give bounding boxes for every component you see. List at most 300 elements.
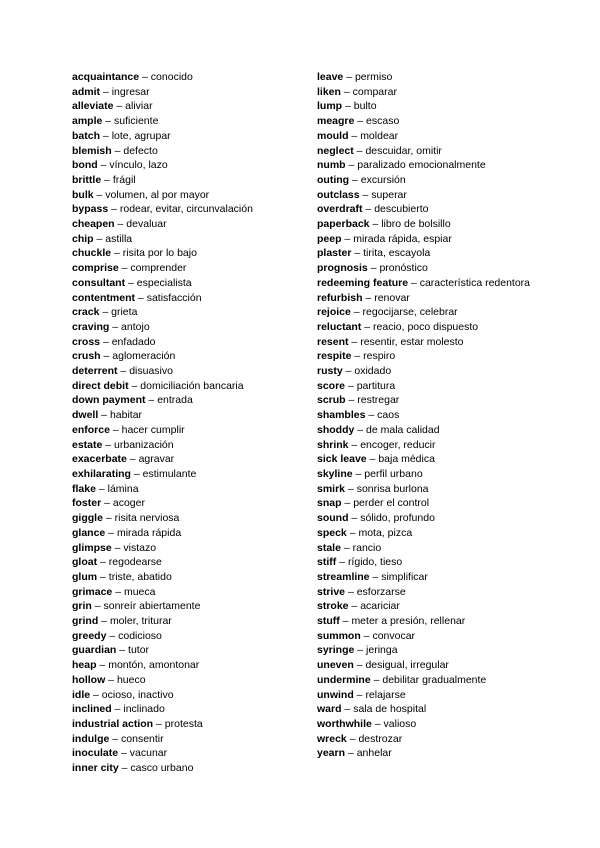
entry-separator: – [128,379,141,392]
entry-separator: – [348,335,361,348]
vocabulary-entry [317,541,567,556]
vocabulary-entry [72,438,304,453]
entry-term: deterrent [72,365,118,378]
vocabulary-entry [317,85,567,100]
vocabulary-entry [72,70,304,85]
entry-separator: – [153,717,165,730]
vocabulary-entry [72,114,304,129]
entry-translation: aglomeración [112,350,176,363]
entry-term: neglect [317,144,354,157]
entry-term: giggle [72,512,103,525]
entry-separator: – [359,188,372,201]
vocabulary-entry [72,732,304,747]
vocabulary-entry [317,511,567,526]
entry-term: syringe [317,644,355,657]
entry-translation: mueca [123,585,156,598]
entry-term: scrub [317,394,346,407]
vocabulary-entry [72,99,304,114]
entry-translation: acoger [112,497,145,510]
entry-term: hollow [72,673,106,686]
entry-translation: tirita, escayola [363,247,431,260]
entry-separator: – [97,159,110,172]
entry-term: glimpse [72,541,112,554]
entry-term: inoculate [72,747,119,760]
entry-term: rejoice [317,306,351,319]
vocabulary-entry [72,629,304,644]
vocabulary-entry [72,541,304,556]
entry-separator: – [348,129,361,142]
entry-term: crack [72,306,100,319]
entry-separator: – [341,232,354,245]
entry-translation: enfadado [111,335,156,348]
entry-translation: simplificar [381,570,428,583]
entry-separator: – [126,453,139,466]
entry-translation: inclinado [123,703,165,716]
entry-separator: – [351,350,364,363]
entry-term: down payment [72,394,146,407]
entry-term: bulk [72,188,94,201]
entry-translation: oxidado [354,365,392,378]
entry-term: cheapen [72,218,115,231]
entry-term: crush [72,350,101,363]
entry-separator: – [369,570,382,583]
entry-translation: risita por lo bajo [122,247,197,260]
vocabulary-entry [72,482,304,497]
vocabulary-entry [72,526,304,541]
vocabulary-entry [317,629,567,644]
vocabulary-entry [72,305,304,320]
entry-term: stuff [317,615,340,628]
vocabulary-entry [317,496,567,511]
entry-separator: – [111,541,124,554]
entry-translation: bulto [353,100,377,113]
entry-translation: casco urbano [130,762,194,775]
vocabulary-entry [72,144,304,159]
entry-translation: paralizado emocionalmente [357,159,486,172]
vocabulary-column-right [317,70,567,761]
entry-separator: – [341,703,354,716]
vocabulary-entry [72,232,304,247]
entry-term: yearn [317,747,346,760]
entry-separator: – [371,717,384,730]
vocabulary-entry [72,217,304,232]
entry-term: bond [72,159,98,172]
entry-separator: – [351,247,364,260]
entry-separator: – [360,629,373,642]
entry-term: admit [72,85,101,98]
entry-separator: – [96,659,109,672]
entry-separator: – [102,115,115,128]
entry-term: redeeming feature [317,276,409,289]
entry-separator: – [346,526,359,539]
entry-term: blemish [72,144,112,157]
vocabulary-entry [72,320,304,335]
vocabulary-entry [72,570,304,585]
entry-translation: meter a presión, rellenar [351,615,466,628]
vocabulary-entry [317,291,567,306]
entry-term: enforce [72,423,110,436]
entry-term: direct debit [72,379,129,392]
entry-translation: montón, amontonar [108,659,200,672]
vocabulary-entry [317,467,567,482]
entry-translation: suficiente [114,115,159,128]
entry-separator: – [139,71,151,83]
entry-translation: reacio, poco dispuesto [373,320,479,333]
vocabulary-entry [72,129,304,144]
entry-separator: – [367,262,380,275]
vocabulary-entry [72,511,304,526]
entry-translation: domiciliación bancaria [140,379,244,392]
vocabulary-entry [317,217,567,232]
entry-separator: – [97,556,109,569]
entry-term: craving [72,320,110,333]
entry-separator: – [125,276,137,289]
entry-term: glum [72,570,98,583]
entry-separator: – [353,688,366,701]
entry-translation: sólido, profundo [360,512,435,525]
vocabulary-entry [72,393,304,408]
vocabulary-entry [317,746,567,761]
entry-term: peep [317,232,342,245]
entry-term: foster [72,497,102,510]
entry-separator: – [93,188,106,201]
entry-term: chip [72,232,94,245]
entry-translation: sonrisa burlona [356,482,429,495]
entry-separator: – [336,556,348,569]
entry-term: skyline [317,467,353,480]
entry-translation: disuasivo [129,365,173,378]
entry-term: sick leave [317,453,367,466]
vocabulary-entry [317,526,567,541]
entry-separator: – [118,262,131,275]
entry-term: refurbish [317,291,363,304]
vocabulary-entry [317,570,567,585]
entry-separator: – [91,600,104,613]
entry-separator: – [370,673,383,686]
entry-term: smirk [317,482,346,495]
entry-separator: – [342,100,354,113]
entry-separator: – [343,71,355,83]
entry-separator: – [135,291,147,304]
entry-translation: entrada [157,394,193,407]
vocabulary-entry [72,364,304,379]
entry-separator: – [111,703,124,716]
vocabulary-entry [72,379,304,394]
vocabulary-entry [317,144,567,159]
entry-term: dwell [72,409,99,422]
entry-separator: – [348,438,361,451]
entry-translation: consentir [121,732,164,745]
entry-translation: lámina [107,482,139,495]
entry-separator: – [93,232,106,245]
entry-term: inner city [72,762,119,775]
entry-term: industrial action [72,717,154,730]
entry-term: acquaintance [72,71,140,83]
entry-term: stroke [317,600,349,613]
entry-translation: perder el control [353,497,430,510]
vocabulary-entry [72,408,304,423]
entry-translation: superar [371,188,407,201]
entry-term: outclass [317,188,360,201]
entry-term: wreck [317,732,347,745]
vocabulary-entry [317,614,567,629]
entry-separator: – [102,512,115,525]
entry-translation: agravar [138,453,175,466]
entry-separator: – [112,585,124,598]
entry-translation: codicioso [118,629,162,642]
entry-term: ward [317,703,342,716]
entry-term: summon [317,629,361,642]
entry-translation: moldear [360,129,399,142]
vocabulary-entry [317,732,567,747]
entry-translation: restregar [357,394,400,407]
entry-translation: satisfacción [146,291,202,304]
entry-translation: regocijarse, celebrar [362,306,458,319]
vocabulary-entry [317,364,567,379]
entry-term: resent [317,335,349,348]
vocabulary-entry [72,291,304,306]
entry-term: outing [317,173,350,186]
entry-term: liken [317,85,341,98]
vocabulary-entry [317,129,567,144]
entry-translation: aliviar [125,100,153,113]
entry-translation: comprender [130,262,187,275]
entry-translation: ocioso, inactivo [101,688,174,701]
entry-translation: escaso [366,115,400,128]
entry-separator: – [101,173,113,186]
vocabulary-entry [72,614,304,629]
vocabulary-entry [317,246,567,261]
vocabulary-entry [72,555,304,570]
entry-separator: – [100,129,112,142]
entry-translation: debilitar gradualmente [382,673,487,686]
entry-separator: – [108,203,120,216]
vocabulary-entry [317,643,567,658]
entry-separator: – [348,512,361,525]
vocabulary-entry [317,173,567,188]
entry-separator: – [111,144,124,157]
entry-translation: esforzarse [356,585,406,598]
entry-term: snap [317,497,342,510]
entry-term: unwind [317,688,354,701]
entry-translation: valioso [383,717,417,730]
entry-separator: – [111,247,123,260]
entry-term: consultant [72,276,126,289]
entry-term: bypass [72,203,109,216]
vocabulary-entry [317,202,567,217]
entry-translation: resentir, estar molesto [360,335,464,348]
entry-translation: habitar [109,409,143,422]
entry-term: exhilarating [72,467,131,480]
entry-separator: – [90,688,102,701]
entry-term: leave [317,71,344,83]
vocabulary-entry [317,673,567,688]
vocabulary-entry [317,717,567,732]
entry-term: greedy [72,629,107,642]
vocabulary-entry [72,349,304,364]
entry-separator: – [116,644,129,657]
vocabulary-entry [72,599,304,614]
entry-term: sound [317,512,349,525]
entry-term: numb [317,159,346,172]
vocabulary-entry [72,85,304,100]
entry-translation: astilla [105,232,133,245]
entry-separator: – [354,115,367,128]
entry-term: comprise [72,262,119,275]
entry-term: paperback [317,218,370,231]
entry-translation: lote, agrupar [111,129,171,142]
entry-translation: vacunar [129,747,168,760]
vocabulary-entry [72,717,304,732]
entry-term: undermine [317,673,371,686]
entry-translation: urbanización [114,438,174,451]
vocabulary-entry [317,114,567,129]
entry-translation: baja médica [378,453,435,466]
entry-translation: rodear, evitar, circunvalación [119,203,253,216]
vocabulary-entry [72,702,304,717]
entry-translation: hueco [116,673,146,686]
entry-separator: – [362,291,375,304]
entry-term: grin [72,600,92,613]
entry-separator: – [349,173,361,186]
entry-term: shrink [317,438,349,451]
entry-separator: – [101,497,113,510]
entry-translation: sonreír abiertamente [103,600,201,613]
vocabulary-entry [317,482,567,497]
vocabulary-entry [317,585,567,600]
entry-term: heap [72,659,97,672]
entry-separator: – [114,218,127,231]
entry-translation: volumen, al por mayor [105,188,210,201]
entry-translation: pronóstico [379,262,428,275]
vocabulary-entry [317,99,567,114]
entry-separator: – [113,100,126,113]
entry-separator: – [353,144,366,157]
entry-separator: – [361,320,374,333]
entry-translation: descuidar, omitir [365,144,442,157]
entry-translation: mirada rápida [116,526,182,539]
entry-term: chuckle [72,247,112,260]
entry-separator: – [346,732,359,745]
entry-term: grind [72,615,99,628]
vocabulary-entry [317,599,567,614]
entry-term: mould [317,129,349,142]
entry-term: cross [72,335,101,348]
entry-term: grimace [72,585,113,598]
entry-term: prognosis [317,262,368,275]
entry-translation: frágil [112,173,136,186]
entry-term: glance [72,526,106,539]
entry-term: guardian [72,644,117,657]
vocabulary-entry [72,467,304,482]
entry-separator: – [98,615,110,628]
entry-separator: – [350,306,363,319]
entry-separator: – [365,409,378,422]
entry-separator: – [408,276,420,289]
entry-translation: triste, abatido [108,570,172,583]
entry-translation: de mala calidad [366,423,440,436]
entry-translation: perfil urbano [364,467,423,480]
entry-separator: – [366,453,379,466]
entry-separator: – [118,747,130,760]
vocabulary-entry [72,423,304,438]
vocabulary-entry [72,688,304,703]
vocabulary-entry [72,188,304,203]
entry-translation: vínculo, lazo [109,159,168,172]
entry-separator: – [362,203,375,216]
entry-translation: jeringa [366,644,398,657]
entry-separator: – [353,659,366,672]
entry-translation: descubierto [374,203,429,216]
entry-separator: – [130,467,143,480]
vocabulary-entry [72,276,304,291]
entry-separator: – [345,379,357,392]
vocabulary-entry [72,585,304,600]
vocabulary-entry [317,408,567,423]
entry-term: overdraft [317,203,363,216]
entry-separator: – [97,570,109,583]
vocabulary-entry [72,673,304,688]
entry-separator: – [348,600,361,613]
entry-translation: permiso [354,71,393,83]
entry-term: uneven [317,659,354,672]
entry-translation: desigual, irregular [365,659,449,672]
vocabulary-entry [317,158,567,173]
entry-separator: – [109,320,122,333]
entry-translation: libro de bolsillo [381,218,451,231]
vocabulary-entry [317,232,567,247]
entry-separator: – [340,541,353,554]
vocabulary-entry [317,688,567,703]
vocabulary-entry [317,452,567,467]
entry-translation: relajarse [365,688,406,701]
vocabulary-column-left [72,70,304,776]
entry-term: stale [317,541,341,554]
entry-separator: – [345,159,358,172]
entry-term: respite [317,350,352,363]
vocabulary-entry [72,335,304,350]
entry-separator: – [117,365,130,378]
entry-translation: moler, triturar [109,615,172,628]
vocabulary-entry [317,305,567,320]
entry-term: alleviate [72,100,114,113]
entry-translation: respiro [363,350,396,363]
entry-separator: – [369,218,382,231]
entry-separator: – [345,585,357,598]
entry-translation: comparar [352,85,397,98]
entry-translation: acariciar [360,600,400,613]
entry-separator: – [345,482,357,495]
entry-term: stiff [317,556,337,569]
entry-separator: – [102,438,115,451]
entry-translation: renovar [374,291,410,304]
entry-translation: rígido, tieso [347,556,403,569]
entry-translation: encoger, reducir [360,438,436,451]
entry-term: strive [317,585,346,598]
vocabulary-entry [72,761,304,776]
vocabulary-entry [72,202,304,217]
vocabulary-entry [72,658,304,673]
entry-translation: ingresar [111,85,150,98]
vocabulary-entry [317,70,567,85]
vocabulary-entry [317,379,567,394]
entry-translation: regodearse [108,556,162,569]
entry-term: batch [72,129,101,142]
entry-translation: estimulante [142,467,197,480]
entry-separator: – [340,85,353,98]
entry-separator: – [100,85,112,98]
entry-term: idle [72,688,91,701]
